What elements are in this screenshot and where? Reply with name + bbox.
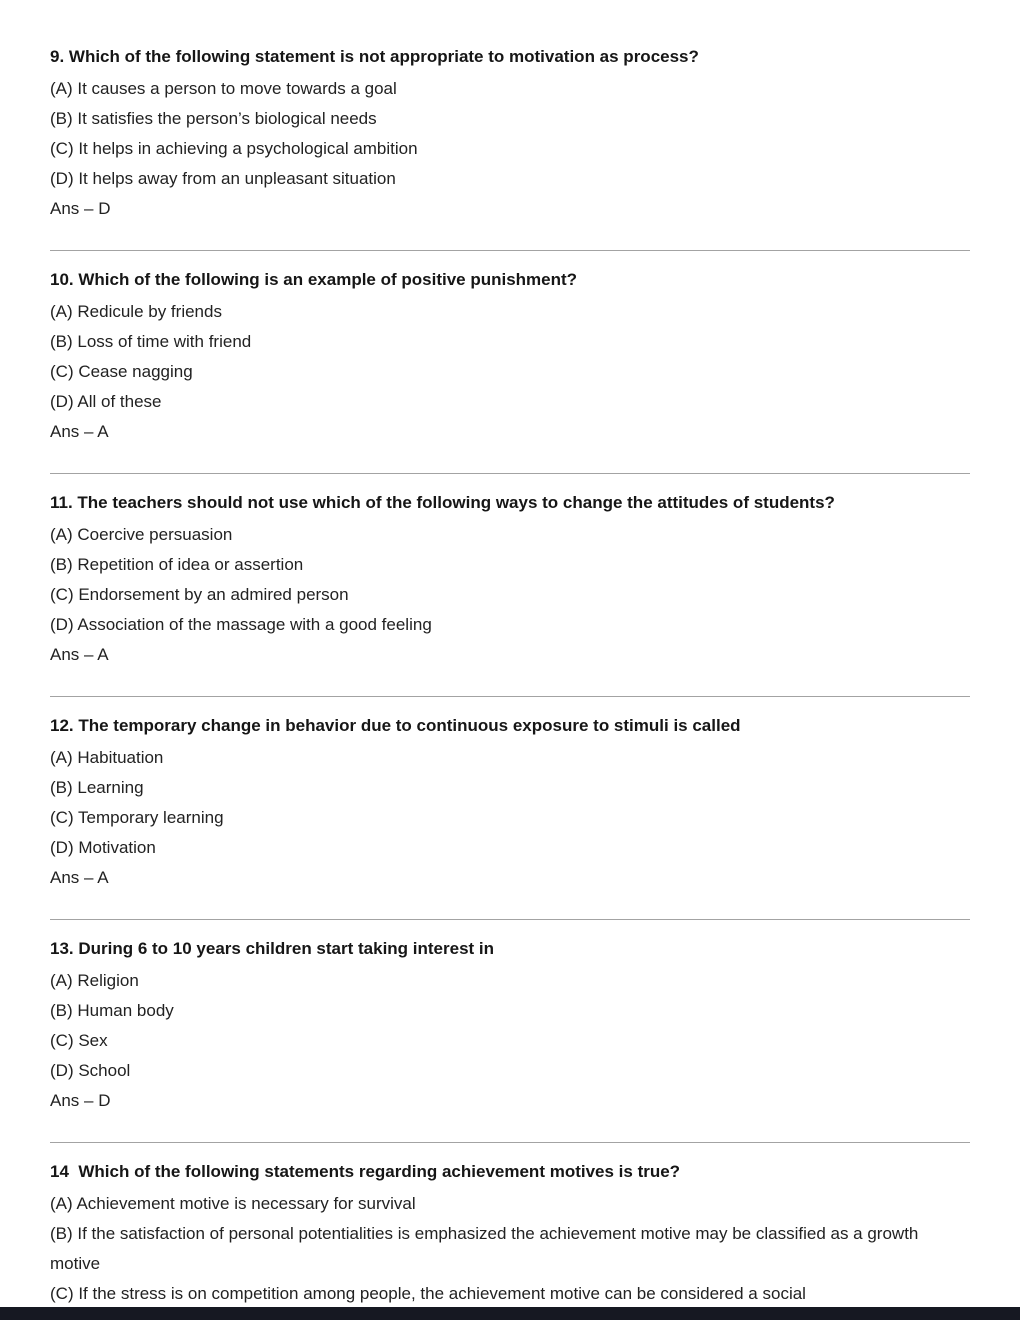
question-option: (B) Human body [50,1001,174,1020]
question-option: (C) If the stress is on competition among people, the achievement motive can be considered a social [50,1284,806,1303]
question-block-10 [50,251,970,474]
question-block-11 [50,474,970,697]
question-option: (C) Sex [50,1031,108,1050]
question-option: (B) If the satisfaction of personal potentialities is emphasized the achievement motive may be classified as a growth motive [50,1224,919,1273]
question-option: (C) Cease nagging [50,362,193,381]
answer-line: Ans – D [50,1091,111,1110]
question-option: (B) Learning [50,778,144,797]
question-block-9 [50,42,970,251]
answer-line: Ans – A [50,422,109,441]
question-option: (D) Motivation [50,838,156,857]
question-option: (A) It causes a person to move towards a goal [50,79,397,98]
question-option: (C) Endorsement by an admired person [50,585,349,604]
question-option: (A) Religion [50,971,139,990]
question-option: (D) School [50,1061,131,1080]
answer-line: Ans – A [50,868,109,887]
question-option: (A) Habituation [50,748,164,767]
bottom-bar [0,1307,1020,1320]
question-title: 13. During 6 to 10 years children start taking interest in [50,939,495,958]
question-option: (B) Repetition of idea or assertion [50,555,304,574]
question-title: 10. Which of the following is an example of positive punishment? [50,270,578,289]
question-title: 14 Which of the following statements regarding achievement motives is true? [50,1162,681,1181]
question-block-13 [50,920,970,1143]
answer-line: Ans – D [50,199,111,218]
question-option: (A) Coercive persuasion [50,525,233,544]
question-option: (D) It helps away from an unpleasant situation [50,169,396,188]
question-option: (C) Temporary learning [50,808,224,827]
question-title: 9. Which of the following statement is not appropriate to motivation as process? [50,47,699,66]
question-option: (B) Loss of time with friend [50,332,252,351]
question-option: (D) All of these [50,392,162,411]
question-option: (A) Achievement motive is necessary for survival [50,1194,416,1213]
question-option: (B) It satisfies the person’s biological needs [50,109,377,128]
question-option: (A) Redicule by friends [50,302,222,321]
question-option: (C) It helps in achieving a psychological ambition [50,139,418,158]
question-title: 12. The temporary change in behavior due to continuous exposure to stimuli is called [50,716,741,735]
answer-line: Ans – A [50,645,109,664]
question-block-12 [50,697,970,920]
question-option: (D) Association of the massage with a good feeling [50,615,432,634]
question-title: 11. The teachers should not use which of the following ways to change the attitudes of students? [50,493,835,512]
